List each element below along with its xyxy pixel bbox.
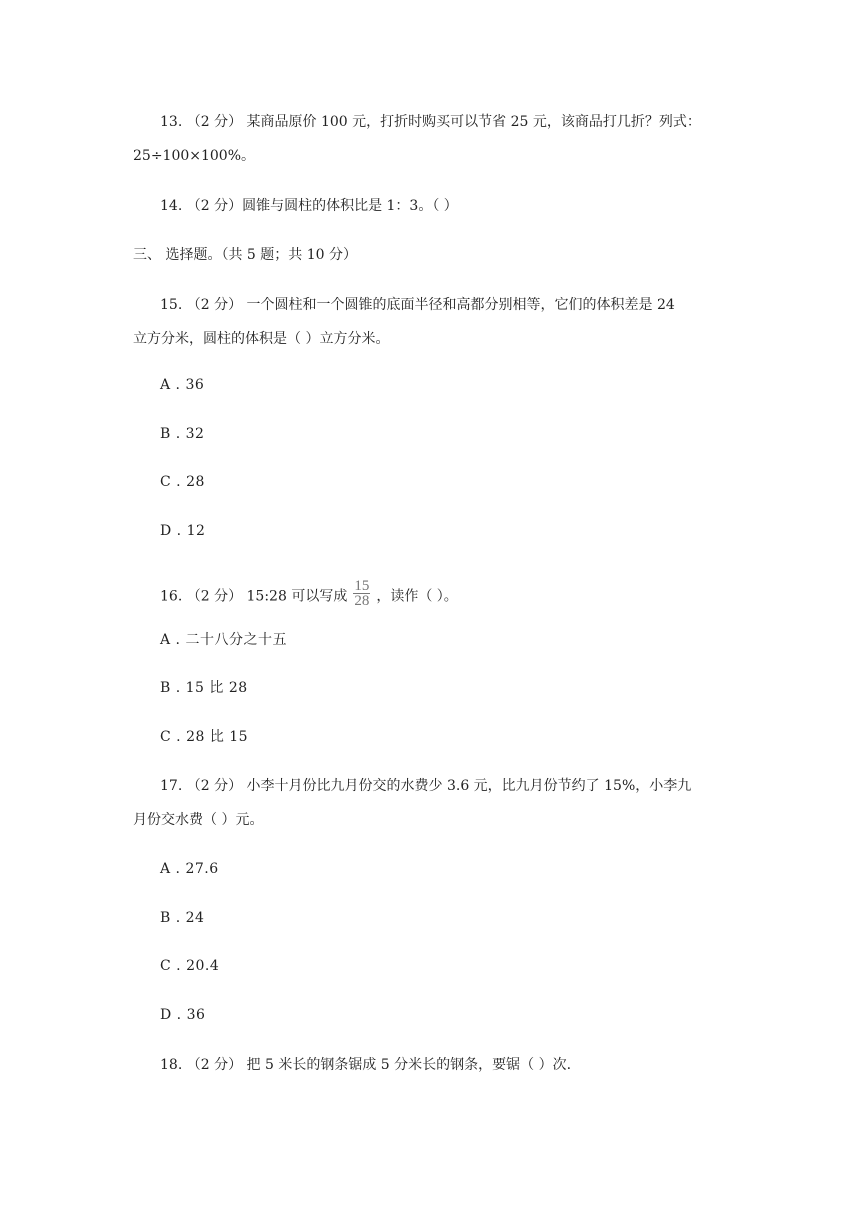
q15-line2: 立方分米，圆柱的体积是（ ）立方分米。 <box>133 331 390 347</box>
q15-option-a: A . 36 <box>160 377 205 393</box>
fraction-numerator: 15 <box>354 578 370 594</box>
q17-option-c: C . 20.4 <box>160 958 220 974</box>
q17-option-d: D . 36 <box>160 1007 206 1023</box>
fraction <box>353 579 370 608</box>
section-title: 三、 选择题。（共 5 题；共 10 分） <box>133 247 357 263</box>
q13-line2: 25÷100×100%。 <box>133 148 256 164</box>
q17-line2: 月份交水费（ ）元。 <box>133 812 264 828</box>
q14-text: 14. （2 分）圆锥与圆柱的体积比是 1：3。（ ） <box>160 198 458 214</box>
q13-line1: 13. （2 分） 某商品原价 100 元，打折时购买可以节省 25 元，该商品打几折？列式： <box>160 114 701 130</box>
q16-prefix: 16. （2 分） 15:28 可以写成 <box>160 588 348 605</box>
q18-text: 18. （2 分） 把 5 米长的钢条锯成 5 分米长的钢条，要锯（ ）次. <box>160 1057 572 1073</box>
q16-option-b: B . 15 比 28 <box>160 680 248 696</box>
q15-option-c: C . 28 <box>160 474 205 490</box>
q15-option-d: D . 12 <box>160 523 206 539</box>
q17-line1: 17. （2 分） 小李十月份比九月份交的水费少 3.6 元，比九月份节约了 15%，小李九 <box>160 778 692 794</box>
q17-option-a: A . 27.6 <box>160 861 219 877</box>
fraction-denominator: 28 <box>354 593 370 609</box>
q15-line1: 15. （2 分） 一个圆柱和一个圆锥的底面半径和高都分别相等，它们的体积差是 24 <box>160 297 675 313</box>
q17-option-b: B . 24 <box>160 910 205 926</box>
q16-option-a: A . 二十八分之十五 <box>160 632 287 648</box>
q16-question <box>160 578 458 611</box>
q15-option-b: B . 32 <box>160 426 205 442</box>
q16-option-c: C . 28 比 15 <box>160 729 249 745</box>
q16-suffix: ，读作（ ）。 <box>376 588 458 605</box>
